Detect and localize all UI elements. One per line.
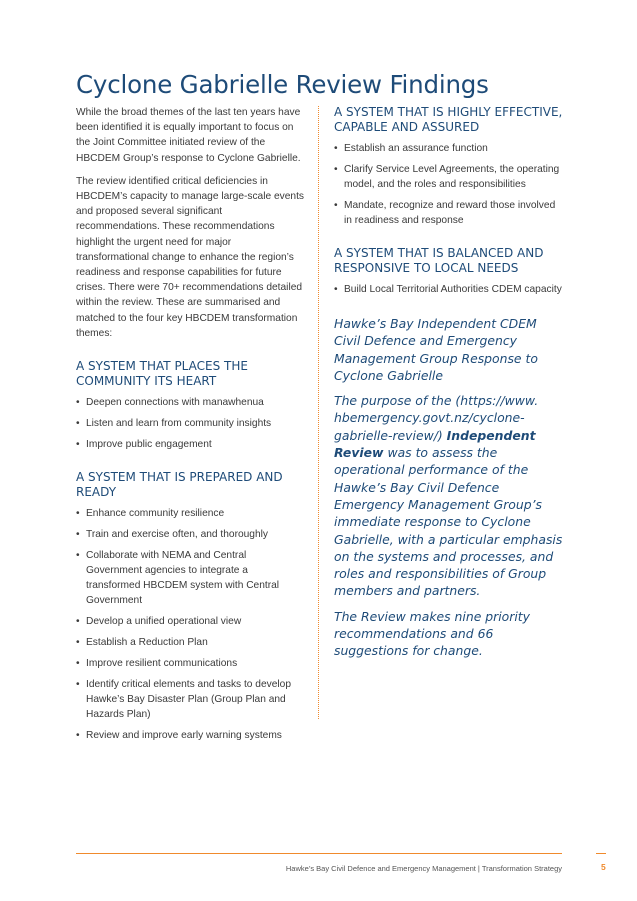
list-item: • Enhance community resilience [76,506,304,521]
section-heading-prepared: A SYSTEM THAT IS PREPARED AND READY [76,470,283,499]
list-item: • Establish an assurance function [334,141,564,156]
list-item: • Train and exercise often, and thoroughly [76,527,304,542]
list-item: • Review and improve early warning systems [76,728,304,743]
prepared-list [76,506,304,743]
section-heading-balanced: A SYSTEM THAT IS BALANCED AND RESPONSIVE TO LOCAL NEEDS [334,246,544,275]
list-item: • Clarify Service Level Agreements, the operating model, and the roles and responsibilities [334,162,564,192]
effective-list [334,141,564,228]
list-item: • Build Local Territorial Authorities CDEM capacity [334,282,564,297]
list-item: • Improve public engagement [76,437,304,452]
section-heading-effective: A SYSTEM THAT IS HIGHLY EFFECTIVE, CAPABLE AND ASSURED [334,105,563,134]
review-summary-quote: The Review makes nine priority recommendations and 66 suggestions for change. [334,608,530,659]
review-purpose-pre: The purpose of the (https://www. hbemergency.govt.nz/cyclone-gabrielle-review/) [334,393,539,443]
column-divider [318,106,319,719]
list-item: • Develop a unified operational view [76,614,304,629]
list-item: • Listen and learn from community insights [76,416,304,431]
list-item: • Establish a Reduction Plan [76,635,304,650]
section-heading-community: A SYSTEM THAT PLACES THE COMMUNITY ITS HEART [76,359,248,388]
list-item: • Mandate, recognize and reward those involved in readiness and response [334,198,564,228]
right-column [334,105,564,660]
page-title: Cyclone Gabrielle Review Findings [76,70,489,99]
independent-review-link[interactable]: Independent Review [334,427,536,461]
review-purpose-post: was to assess the operational performance of the Hawke’s Bay Civil Defence Emergency Management Group’s immediate response to Cyclone Gabrielle, with a particular emphasis on the systems and processes, and roles and responsibilities of Group members and partners. [334,445,563,599]
review-title-quote: Hawke’s Bay Independent CDEM Civil Defence and Emergency Management Group Response to Cyclone Gabrielle [334,316,538,383]
list-item: • Improve resilient communications [76,656,304,671]
intro-paragraph: While the broad themes of the last ten years have been identified it is equally important to focus on the Joint Committee initiated review of the HBCDEM Group’s response to Cyclone Gabrielle. [76,107,301,164]
community-list [76,395,304,452]
body-paragraph: The review identified critical deficiencies in HBCDEM’s capacity to manage large-scale events and proposed several significant recommendations. These recommendations highlight the urgent need for major transformational change to enhance the region’s readiness and response capabilities for future crises. There were 70+ recommendations detailed within the review. These are summarised and matched to the four key HBCDEM transformation themes: [76,175,304,339]
review-purpose-quote [334,392,564,600]
list-item: • Identify critical elements and tasks to develop Hawke’s Bay Disaster Plan (Group Plan and Hazards Plan) [76,677,304,722]
footer-rule [76,853,562,854]
left-column [76,105,304,749]
footer-page-rule [596,853,606,854]
list-item: • Collaborate with NEMA and Central Government agencies to integrate a transformed HBCDEM system with Central Government [76,548,304,608]
list-item: • Deepen connections with manawhenua [76,395,304,410]
balanced-list [334,282,564,297]
page-number: 5 [601,862,606,872]
footer-text: Hawke’s Bay Civil Defence and Emergency Management | Transformation Strategy [285,864,562,873]
